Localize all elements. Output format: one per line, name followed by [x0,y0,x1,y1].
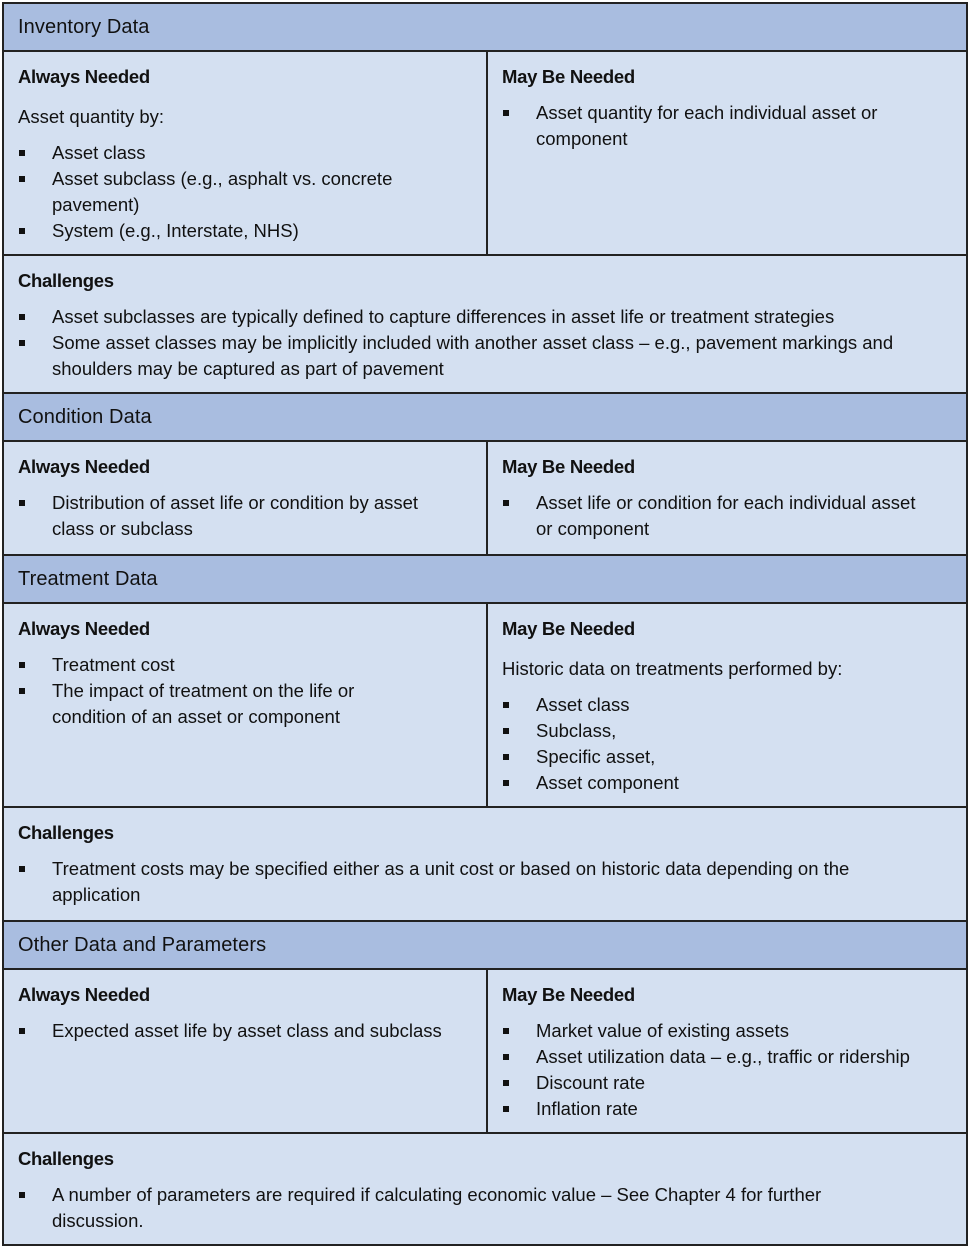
list-item: Some asset classes may be implicitly included with another asset class – e.g., pavement markings and shoulders may be captured as part of pavement [18,330,938,382]
list-item: Asset class [502,692,922,718]
may-be-needed-cell [488,970,966,1132]
may-be-needed-heading: May Be Needed [502,984,635,1005]
list-item: Asset quantity for each individual asset or component [502,100,922,152]
list-item: Asset class [18,140,438,166]
list-item: Asset utilization data – e.g., traffic or ridership [502,1044,962,1070]
challenges-heading: Challenges [18,270,114,291]
section-title: Condition Data [18,406,152,428]
may-be-needed-list [502,1018,962,1122]
section-header-condition [4,394,966,442]
needs-row-treatment [4,604,966,808]
challenges-list [18,1182,858,1234]
list-item: Expected asset life by asset class and subclass [18,1018,468,1044]
challenges-list [18,304,938,382]
challenges-row-inventory [4,256,966,394]
list-item: Treatment cost [18,652,398,678]
may-be-needed-cell [488,442,966,554]
may-be-needed-list [502,692,922,796]
data-requirements-table [2,2,968,1246]
challenges-row-other [4,1134,966,1244]
list-item: The impact of treatment on the life or condition of an asset or component [18,678,398,730]
always-needed-list [18,490,438,542]
always-needed-list [18,140,438,244]
section-header-inventory [4,4,966,52]
may-be-needed-cell [488,52,966,254]
always-needed-cell [4,52,488,254]
needs-row-condition [4,442,966,556]
list-item: Distribution of asset life or condition by asset class or subclass [18,490,438,542]
list-item: System (e.g., Interstate, NHS) [18,218,438,244]
may-be-needed-heading: May Be Needed [502,456,635,477]
list-item: A number of parameters are required if calculating economic value – See Chapter 4 for further discussion. [18,1182,858,1234]
challenges-heading: Challenges [18,822,114,843]
list-item: Asset component [502,770,922,796]
always-needed-list [18,1018,468,1044]
list-item: Subclass, [502,718,922,744]
may-be-needed-heading: May Be Needed [502,618,635,639]
always-needed-heading: Always Needed [18,984,150,1005]
always-needed-cell [4,442,488,554]
always-needed-list [18,652,398,730]
may-be-needed-cell [488,604,966,806]
list-item: Specific asset, [502,744,922,770]
section-header-treatment [4,556,966,604]
list-item: Discount rate [502,1070,962,1096]
list-item: Inflation rate [502,1096,962,1122]
challenges-cell [4,808,966,920]
may-be-needed-heading: May Be Needed [502,66,635,87]
challenges-cell [4,1134,966,1244]
list-item: Asset subclasses are typically defined to capture differences in asset life or treatment strategies [18,304,938,330]
list-item: Asset life or condition for each individual asset or component [502,490,927,542]
always-needed-intro: Asset quantity by: [18,106,165,127]
challenges-cell [4,256,966,392]
list-item: Asset subclass (e.g., asphalt vs. concrete pavement) [18,166,438,218]
may-be-needed-intro: Historic data on treatments performed by: [502,658,843,679]
section-title: Other Data and Parameters [18,934,267,956]
always-needed-heading: Always Needed [18,66,150,87]
section-title: Treatment Data [18,568,158,590]
always-needed-cell [4,970,488,1132]
may-be-needed-list [502,490,927,542]
always-needed-cell [4,604,488,806]
list-item: Treatment costs may be specified either as a unit cost or based on historic data depending on the application [18,856,878,908]
list-item: Market value of existing assets [502,1018,962,1044]
challenges-list [18,856,878,908]
challenges-heading: Challenges [18,1148,114,1169]
always-needed-heading: Always Needed [18,456,150,477]
challenges-row-treatment [4,808,966,922]
section-title: Inventory Data [18,16,150,38]
needs-row-inventory [4,52,966,256]
may-be-needed-list [502,100,922,152]
needs-row-other [4,970,966,1134]
section-header-other [4,922,966,970]
always-needed-heading: Always Needed [18,618,150,639]
